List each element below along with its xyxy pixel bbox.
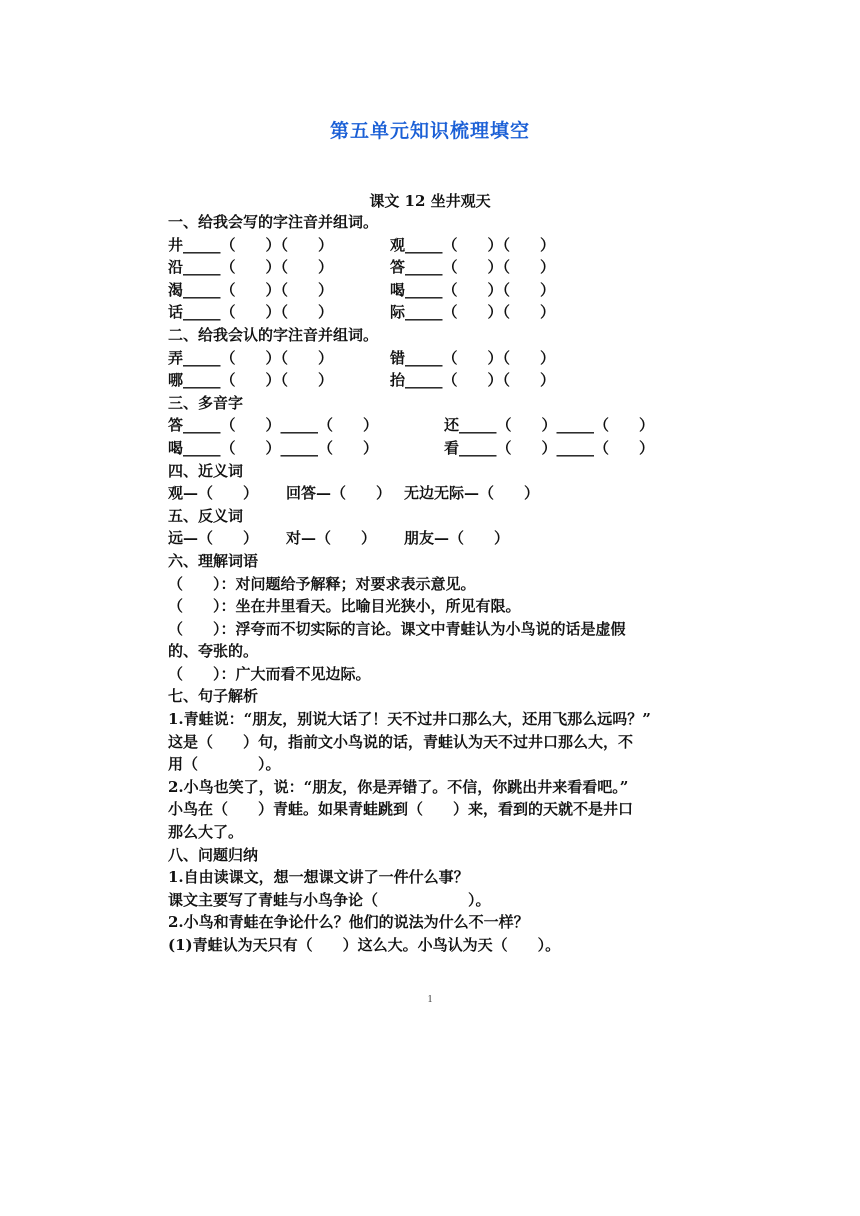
polyphone-entry: 看_____（ ）_____（ ） xyxy=(444,438,655,457)
char-row xyxy=(168,234,716,257)
antonym-item: 朋友—（ ） xyxy=(404,529,510,548)
definition-line: （ ）：广大而看不见边际。 xyxy=(168,664,371,683)
sentence-line: 这是（ ）句，指前文小鸟说的话，青蛙认为天不过井口那么大，不 xyxy=(168,732,634,751)
char-entry: 井_____（ ）（ ） xyxy=(168,235,334,254)
page-title: 第五单元知识梳理填空 xyxy=(329,120,530,142)
question-line: 1.自由读课文，想一想课文讲了一件什么事？ xyxy=(168,868,469,887)
char-row xyxy=(168,256,716,279)
char-row xyxy=(168,347,716,370)
char-entry: 沿_____（ ）（ ） xyxy=(168,258,334,277)
section-5-heading: 五、反义词 xyxy=(168,506,244,525)
section-7-heading: 七、句子解析 xyxy=(168,687,259,706)
char-entry: 哪_____（ ）（ ） xyxy=(168,371,334,390)
sentence-line: 小鸟在（ ）青蛙。如果青蛙跳到（ ）来，看到的天就不是井口 xyxy=(168,800,634,819)
sentence-line: 1.青蛙说：“朋友，别说大话了！天不过井口那么大，还用飞那么远吗？” xyxy=(168,710,651,729)
sentence-line: 用（ ）。 xyxy=(168,755,281,774)
section-2-heading: 二、给我会认的字注音并组词。 xyxy=(168,325,379,344)
char-row xyxy=(168,301,716,324)
antonym-row xyxy=(168,527,716,550)
polyphone-row xyxy=(168,414,716,437)
synonym-item: 无边无际—（ ） xyxy=(404,484,540,503)
question-line: 课文主要写了青蛙与小鸟争论（ ）。 xyxy=(168,890,491,909)
char-row xyxy=(168,279,716,302)
antonym-item: 远—（ ） xyxy=(168,529,259,548)
definition-line: （ ）：坐在井里看天。比喻目光狭小，所见有限。 xyxy=(168,597,521,616)
question-line: 2.小鸟和青蛙在争论什么？他们的说法为什么不一样？ xyxy=(168,913,529,932)
worksheet-body xyxy=(168,211,716,957)
char-entry: 错_____（ ）（ ） xyxy=(390,348,556,367)
question-line: (1)青蛙认为天只有（ ）这么大。小鸟认为天（ ）。 xyxy=(168,936,561,954)
char-row xyxy=(168,369,716,392)
char-entry: 观_____（ ）（ ） xyxy=(390,235,556,254)
section-1-heading: 一、给我会写的字注音并组词。 xyxy=(168,213,379,231)
section-8-heading: 八、问题归纳 xyxy=(168,845,259,864)
synonym-item: 观—（ ） xyxy=(168,484,259,503)
polyphone-row xyxy=(168,437,716,460)
section-6-heading: 六、理解词语 xyxy=(168,551,259,570)
char-entry: 抬_____（ ）（ ） xyxy=(390,371,556,390)
definition-line: （ ）：浮夸而不切实际的言论。课文中青蛙认为小鸟说的话是虚假 xyxy=(168,619,626,638)
char-entry: 答_____（ ）（ ） xyxy=(390,258,556,277)
polyphone-entry: 答_____（ ）_____（ ） xyxy=(168,416,379,435)
sentence-line: 2.小鸟也笑了，说：“朋友，你是弄错了。不信，你跳出井来看看吧。” xyxy=(168,777,629,796)
page-number: 1 xyxy=(427,994,433,1005)
polyphone-entry: 喝_____（ ）_____（ ） xyxy=(168,438,379,457)
antonym-item: 对—（ ） xyxy=(286,529,377,548)
polyphone-entry: 还_____（ ）_____（ ） xyxy=(444,416,655,435)
synonym-item: 回答—（ ） xyxy=(286,484,392,503)
char-entry: 喝_____（ ）（ ） xyxy=(390,280,556,299)
char-entry: 际_____（ ）（ ） xyxy=(390,303,556,322)
section-4-heading: 四、近义词 xyxy=(168,461,244,480)
section-3-heading: 三、多音字 xyxy=(168,393,244,412)
char-entry: 话_____（ ）（ ） xyxy=(168,303,334,322)
synonym-row xyxy=(168,482,716,505)
definition-line: 的、夸张的。 xyxy=(168,642,259,661)
sentence-line: 那么大了。 xyxy=(168,823,244,842)
char-entry: 弄_____（ ）（ ） xyxy=(168,348,334,367)
lesson-title: 课文 12 坐井观天 xyxy=(369,192,491,210)
definition-line: （ ）：对问题给予解释；对要求表示意见。 xyxy=(168,574,476,593)
char-entry: 渴_____（ ）（ ） xyxy=(168,280,334,299)
